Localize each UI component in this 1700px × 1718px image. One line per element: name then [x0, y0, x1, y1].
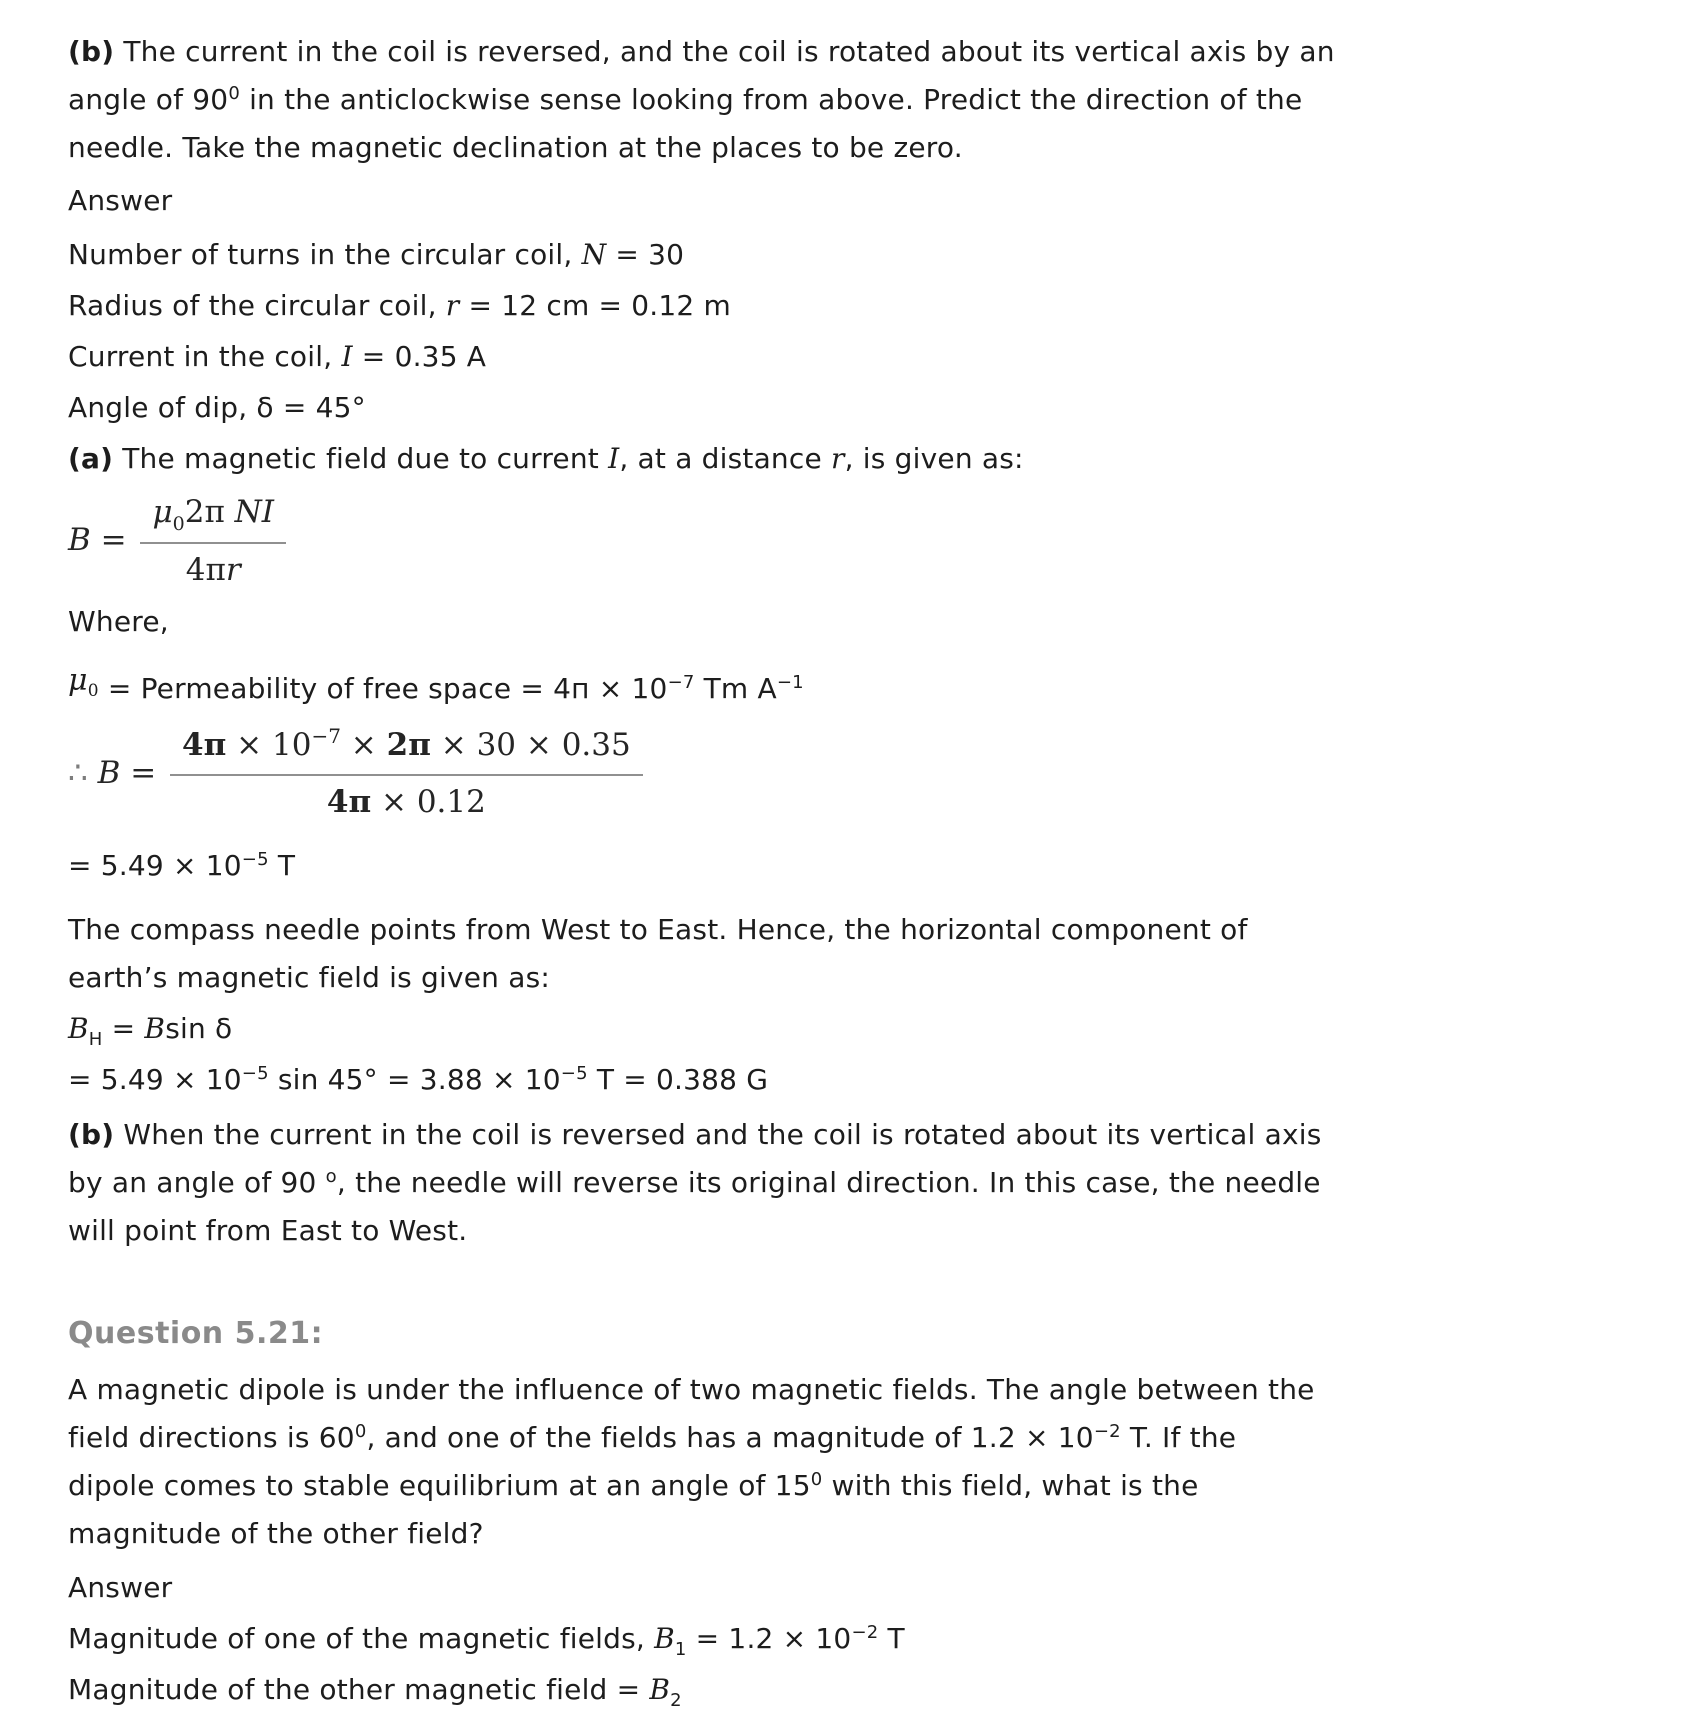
- text-segment: δ: [256, 391, 274, 424]
- text-segment: =: [120, 754, 167, 791]
- text-line: [68, 1414, 1315, 1462]
- text-segment: Magnitude of one of the magnetic fields,: [68, 1622, 655, 1655]
- text-line: [68, 1564, 172, 1612]
- text-segment: −5: [241, 849, 269, 870]
- text-segment: δ: [215, 1012, 233, 1045]
- formula-bh: [68, 1005, 232, 1053]
- text-segment: (b): [68, 1118, 115, 1151]
- text-segment: 0: [228, 83, 240, 104]
- text-segment: I: [341, 340, 353, 373]
- fraction-numerator: [170, 725, 643, 776]
- text-segment: −7: [311, 724, 341, 748]
- text-line: [68, 1366, 1315, 1414]
- stat-current: [68, 333, 486, 381]
- text-segment: NI: [234, 494, 275, 530]
- text-line: [68, 333, 486, 381]
- result-b: [68, 842, 295, 890]
- text-segment: sin: [165, 1012, 216, 1045]
- text-segment: angle of 90: [68, 83, 229, 116]
- para-compass: [68, 906, 1248, 1002]
- text-segment: r: [831, 442, 845, 475]
- text-line: [68, 435, 1024, 483]
- text-segment: Number of turns in the circular coil,: [68, 238, 582, 271]
- fraction-numerator: [140, 492, 286, 544]
- stat-b2: [68, 1666, 682, 1714]
- text-segment: Angle of dip,: [68, 391, 257, 424]
- para-b-answer: [68, 1111, 1322, 1255]
- result-bh: [68, 1056, 768, 1104]
- text-segment: −2: [1093, 1421, 1121, 1442]
- text-segment: T. If the: [1120, 1421, 1237, 1454]
- text-segment: −5: [241, 1063, 269, 1084]
- text-segment: by an angle of 90: [68, 1166, 326, 1199]
- text-segment: Current in the coil,: [68, 340, 342, 373]
- para-a-intro: [68, 435, 1024, 483]
- text-segment: μ: [68, 663, 88, 698]
- text-segment: 4π: [326, 784, 372, 820]
- text-segment: Tm A: [694, 672, 777, 705]
- text-segment: T = 0.388 G: [587, 1063, 769, 1096]
- formula-b: [68, 492, 286, 588]
- text-segment: Answer: [68, 1571, 173, 1604]
- text-segment: 0: [810, 1469, 823, 1490]
- text-segment: = 12 cm = 0.12 m: [459, 289, 732, 322]
- stat-dip: [68, 384, 366, 432]
- text-segment: = 5.49 × 10: [68, 1063, 242, 1096]
- text-segment: , is given as:: [844, 442, 1024, 475]
- text-segment: (a): [68, 442, 114, 475]
- text-line: [68, 1510, 1315, 1558]
- text-line: [68, 1159, 1322, 1207]
- text-segment: The current in the coil is reversed, and the coil is rotated about its vertical axis by an: [114, 35, 1335, 68]
- text-line: [68, 76, 1335, 124]
- text-segment: , at a distance: [619, 442, 832, 475]
- text-segment: B: [654, 1622, 675, 1655]
- text-segment: 0: [354, 1421, 367, 1442]
- text-line: [68, 665, 804, 713]
- text-segment: = 30: [606, 238, 685, 271]
- formula-b-value: [68, 725, 643, 820]
- text-segment: = 5.49 × 10: [68, 849, 242, 882]
- text-segment: N: [581, 238, 607, 271]
- text-segment: (b): [68, 35, 115, 68]
- text-segment: I: [608, 442, 620, 475]
- text-segment: , and one of the fields has a magnitude of 1.2 × 10: [366, 1421, 1094, 1454]
- text-segment: B: [68, 1012, 89, 1045]
- text-line: [68, 177, 172, 225]
- text-segment: = 0.35 A: [352, 340, 487, 373]
- text-segment: 2: [670, 1690, 682, 1711]
- text-segment: , the needle will reverse its original direction. In this case, the needle: [336, 1166, 1321, 1199]
- fraction-denominator: [140, 544, 286, 588]
- text-segment: in the anticlockwise sense looking from above. Predict the direction of the: [239, 83, 1303, 116]
- text-line: [68, 384, 366, 432]
- where: [68, 598, 169, 646]
- text-segment: −1: [776, 672, 804, 693]
- text-segment: Where,: [68, 605, 169, 638]
- fraction-denominator: [170, 776, 643, 820]
- text-segment: T: [878, 1622, 905, 1655]
- text-segment: T: [268, 849, 296, 882]
- para-b-intro: [68, 28, 1335, 172]
- text-line: [68, 1111, 1322, 1159]
- text-segment: B: [649, 1673, 671, 1706]
- text-line: [68, 954, 1248, 1002]
- fraction: [140, 492, 286, 588]
- text-segment: × 10: [226, 727, 312, 763]
- text-segment: B: [144, 1012, 166, 1045]
- text-segment: The magnetic field due to current: [113, 442, 609, 475]
- text-segment: μ: [152, 494, 173, 530]
- text-segment: earth’s magnetic field is given as:: [68, 961, 551, 994]
- text-segment: dipole comes to stable equilibrium at an angle of 15: [68, 1469, 811, 1502]
- formula-lead: [68, 755, 166, 791]
- text-line: [68, 231, 684, 279]
- stat-turns: [68, 231, 684, 279]
- text-line: [68, 282, 731, 330]
- text-segment: −2: [851, 1622, 879, 1643]
- text-segment: 0: [172, 513, 185, 535]
- text-segment: r: [445, 289, 460, 322]
- stat-radius: [68, 282, 731, 330]
- text-segment: Magnitude of the other magnetic field =: [68, 1673, 650, 1706]
- text-line: [68, 1462, 1315, 1510]
- text-line: [68, 28, 1335, 76]
- text-segment: × 30 × 0.35: [430, 727, 631, 763]
- text-segment: ∴: [68, 754, 98, 791]
- text-segment: =: [90, 522, 137, 558]
- mu0-line: [68, 665, 804, 713]
- text-segment: B: [97, 754, 121, 791]
- text-segment: = 45°: [273, 391, 366, 424]
- text-line: [68, 1207, 1322, 1255]
- text-segment: magnitude of the other field?: [68, 1517, 484, 1550]
- text-segment: r: [225, 552, 241, 588]
- stat-b1: [68, 1615, 905, 1663]
- text-segment: Answer: [68, 184, 173, 217]
- text-segment: The compass needle points from West to East. Hence, the horizontal component of: [68, 913, 1248, 946]
- text-segment: 4π: [185, 552, 226, 588]
- text-segment: =: [102, 1012, 145, 1045]
- text-segment: 2π: [184, 494, 235, 530]
- text-segment: 4π: [182, 727, 227, 763]
- text-segment: −7: [667, 672, 695, 693]
- text-line: [68, 1615, 905, 1663]
- text-segment: with this field, what is the: [822, 1469, 1199, 1502]
- text-line: [68, 598, 169, 646]
- text-line: [68, 906, 1248, 954]
- text-line: [68, 1310, 323, 1358]
- text-line: [68, 1005, 232, 1053]
- text-segment: 2π: [386, 727, 431, 763]
- para-q521: [68, 1366, 1315, 1558]
- text-segment: Radius of the circular coil,: [68, 289, 446, 322]
- text-segment: When the current in the coil is reversed and the coil is rotated about its vertical axis: [114, 1118, 1322, 1151]
- text-segment: sin 45° = 3.88 × 10: [268, 1063, 561, 1096]
- answer-1: [68, 177, 172, 225]
- text-segment: ×: [340, 727, 387, 763]
- fraction: [170, 725, 643, 820]
- text-line: [68, 1666, 682, 1714]
- text-line: [68, 124, 1335, 172]
- text-segment: 1: [674, 1639, 687, 1660]
- text-segment: H: [88, 1029, 103, 1050]
- text-segment: needle. Take the magnetic declination at the places to be zero.: [68, 131, 963, 164]
- text-segment: will point from East to West.: [68, 1214, 468, 1247]
- text-segment: Question 5.21:: [68, 1316, 324, 1351]
- text-line: [68, 842, 295, 890]
- text-segment: A magnetic dipole is under the influence of two magnetic fields. The angle between the: [68, 1373, 1315, 1406]
- text-segment: field directions is 60: [68, 1421, 355, 1454]
- text-segment: × 0.12: [371, 784, 486, 820]
- formula-lead: [68, 522, 136, 558]
- heading-q521: [68, 1310, 323, 1358]
- text-segment: −5: [560, 1063, 588, 1084]
- answer-2: [68, 1564, 172, 1612]
- text-segment: o: [325, 1166, 337, 1187]
- text-segment: = 1.2 × 10: [686, 1622, 852, 1655]
- text-line: [68, 1056, 768, 1104]
- text-segment: 0: [87, 681, 99, 701]
- text-segment: = Permeability of free space = 4п × 10: [98, 672, 668, 705]
- text-segment: B: [68, 522, 91, 558]
